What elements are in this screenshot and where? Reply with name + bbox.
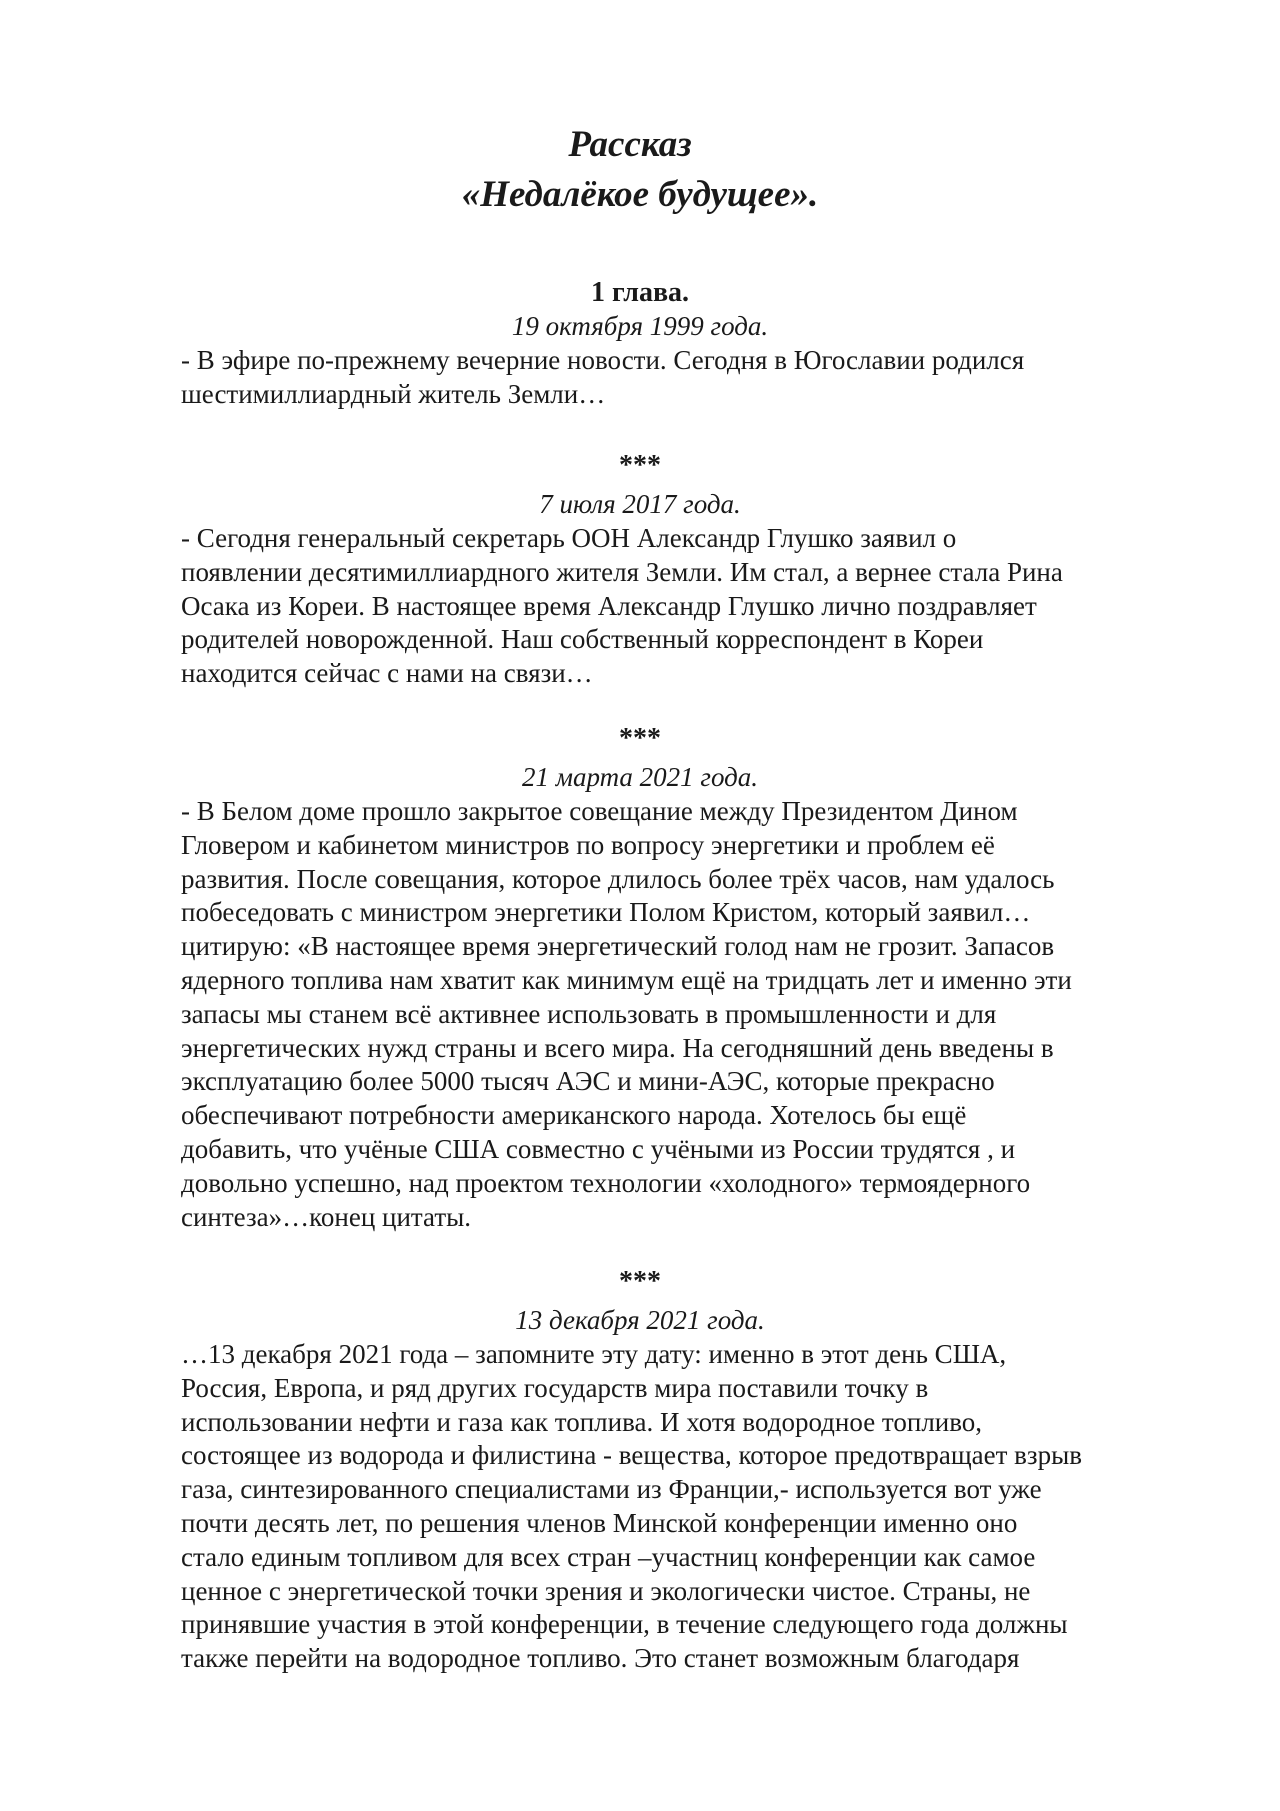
- section-separator: ***: [619, 450, 661, 481]
- paragraph-line: находится сейчас с нами на связи…: [181, 658, 593, 689]
- paragraph-line: - В эфире по-прежнему вечерние новости. Сегодня в Югославии родился: [181, 345, 1025, 375]
- section-paragraph: [181, 795, 1201, 1234]
- section-paragraph: [181, 1338, 1201, 1676]
- section-separator: ***: [619, 723, 661, 754]
- story-title-label: Рассказ: [568, 124, 692, 165]
- paragraph-line: газа, синтезированного специалистами из Франции,- используется вот уже: [181, 1474, 1042, 1505]
- section-date: 19 октября 1999 года.: [511, 311, 769, 341]
- paragraph-line: стало единым топливом для всех стран –участниц конференции как самое: [181, 1541, 1036, 1572]
- paragraph-line: добавить, что учёные США совместно с учёными из России трудятся , и: [181, 1133, 1016, 1164]
- paragraph-line: Россия, Европа, и ряд других государств мира поставили точку в: [181, 1372, 929, 1403]
- paragraph-line: появлении десятимиллиардного жителя Земли. Им стал, а вернее стала Рина: [181, 556, 1063, 587]
- section-paragraph: [181, 522, 1201, 691]
- paragraph-line: довольно успешно, над проектом технологии «холодного» термоядерного: [181, 1167, 1031, 1198]
- paragraph-line: принявшие участия в этой конференции, в течение следующего года должны: [181, 1609, 1068, 1640]
- paragraph-line: использовании нефти и газа как топлива. И хотя водородное топливо,: [181, 1406, 983, 1437]
- paragraph-line: развития. После совещания, которое длилось более трёх часов, нам удалось: [181, 863, 1055, 894]
- paragraph-line: обеспечивают потребности американского народа. Хотелось бы ещё: [181, 1100, 967, 1131]
- paragraph-line: …13 декабря 2021 года – запомните эту дату: именно в этот день США,: [181, 1339, 1007, 1369]
- section-paragraph: [181, 344, 1201, 412]
- paragraph-line: синтеза»…конец цитаты.: [181, 1201, 472, 1232]
- paragraph-line: Гловером и кабинетом министров по вопросу энергетики и проблем её: [181, 829, 995, 860]
- section-separator: ***: [619, 1266, 661, 1297]
- paragraph-line: Осака из Кореи. В настоящее время Александр Глушко лично поздравляет: [181, 590, 1037, 621]
- paragraph-line: также перейти на водородное топливо. Это станет возможным благодаря: [181, 1643, 1020, 1674]
- paragraph-line: состоящее из водорода и филистина - вещества, которое предотвращает взрыв: [181, 1440, 1082, 1471]
- paragraph-line: цитирую: «В настоящее время энергетический голод нам не грозит. Запасов: [181, 931, 1055, 962]
- paragraph-line: шестимиллиардный житель Земли…: [181, 378, 606, 409]
- paragraph-line: - В Белом доме прошло закрытое совещание между Президентом Дином: [181, 796, 1018, 826]
- section-date: 13 декабря 2021 года.: [515, 1305, 765, 1335]
- paragraph-line: - Сегодня генеральный секретарь ООН Александр Глушко заявил о: [181, 523, 957, 553]
- paragraph-line: энергетических нужд страны и всего мира. На сегодняшний день введены в: [181, 1032, 1054, 1063]
- paragraph-line: ценное с энергетической точки зрения и экологически чистое. Страны, не: [181, 1575, 1031, 1606]
- section-date: 21 марта 2021 года.: [521, 762, 759, 792]
- chapter-heading: 1 глава.: [590, 277, 690, 308]
- paragraph-line: запасы мы станем всё активнее использовать в промышленности и для: [181, 998, 997, 1029]
- paragraph-line: родителей новорожденной. Наш собственный корреспондент в Кореи: [181, 624, 984, 655]
- paragraph-line: эксплуатацию более 5000 тысяч АЭС и мини-АЭС, которые прекрасно: [181, 1066, 995, 1097]
- section-date: 7 июля 2017 года.: [539, 489, 741, 519]
- story-title-name: «Недалёкое будущее».: [461, 174, 819, 215]
- paragraph-line: почти десять лет, по решения членов Минской конференции именно оно: [181, 1507, 1018, 1538]
- paragraph-line: ядерного топлива нам хватит как минимум ещё на тридцать лет и именно эти: [181, 964, 1072, 995]
- paragraph-line: побеседовать с министром энергетики Полом Кристом, который заявил…: [181, 897, 1031, 928]
